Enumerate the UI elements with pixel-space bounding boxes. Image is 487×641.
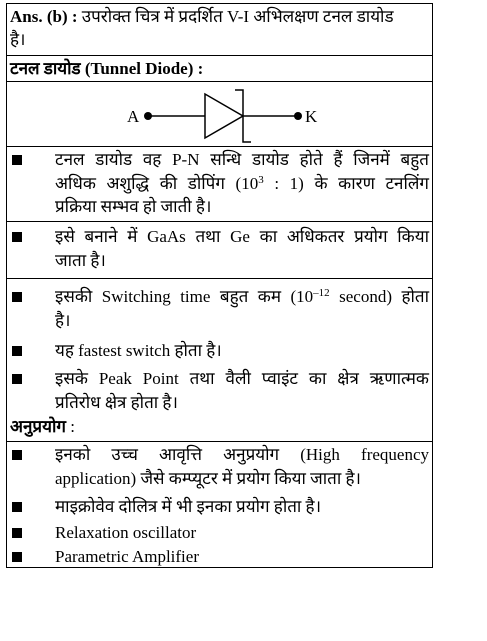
bullet-5-line-2: प्रतिरोध क्षेत्र होता है। <box>55 392 178 412</box>
application-2-line-1: माइक्रोवेव दोलित्र में भी इनका प्रयोग होता है। <box>55 497 322 516</box>
answer-box <box>6 3 433 568</box>
bullet-2-line-2: जाता है। <box>55 250 106 270</box>
diode-triangle <box>205 94 243 138</box>
application-1 <box>55 443 429 490</box>
bullet-marker <box>12 528 22 538</box>
application-3 <box>55 521 429 545</box>
bullet-1-line-1: टनल डायोड वह P-N सन्धि डायोड होते हैं जिनमें बहुत <box>55 150 429 169</box>
bullet-1-line-2: अधिक अशुद्धि की डोपिंग ($10^3$ : 1) के कारण टनलिंग <box>55 173 429 193</box>
answer-text-1: उपरोक्त चित्र में प्रदर्शित V-I अभिलक्षण टनल डायोड <box>81 7 394 26</box>
divider-5 <box>7 278 432 279</box>
application-4-line-1: Parametric Amplifier <box>55 547 199 566</box>
bullet-1-line-3: प्रक्रिया सम्भव हो जाती है। <box>55 197 212 216</box>
answer-label: Ans. (b) : <box>10 7 78 26</box>
answer-line-2: है। <box>10 30 26 49</box>
bullet-marker <box>12 374 22 384</box>
bullet-4 <box>55 339 429 363</box>
bullet-5 <box>55 367 429 414</box>
bullet-marker <box>12 232 22 242</box>
cathode-label: K <box>305 107 318 126</box>
divider-3 <box>7 146 432 147</box>
anode-label: A <box>127 107 140 126</box>
divider-4 <box>7 221 432 222</box>
bullet-marker <box>12 552 22 562</box>
bullet-marker <box>12 502 22 512</box>
application-2 <box>55 495 429 519</box>
answer-line-1 <box>10 6 430 28</box>
bullet-3 <box>55 285 429 332</box>
bullet-2-line-1: इसे बनाने में GaAs तथा Ge का अधिकतर प्रयोग किया <box>55 227 429 246</box>
divider-6 <box>7 441 432 442</box>
bullet-5-line-1: इसके Peak Point तथा वैली प्वाइंट का क्षेत्र ऋणात्मक <box>55 369 429 388</box>
cathode-terminal <box>294 112 302 120</box>
bullet-marker <box>12 346 22 356</box>
application-1-line-1: इनको उच्च आवृत्ति अनुप्रयोग (High frequency <box>55 445 429 464</box>
application-4 <box>55 545 429 569</box>
bullet-3-line-1: इसकी Switching time बहुत कम ($10^{-12}$ second) होता <box>55 287 429 306</box>
application-1-line-2: application) जैसे कम्प्यूटर में प्रयोग किया जाता है। <box>55 468 361 488</box>
application-3-line-1: Relaxation oscillator <box>55 523 197 542</box>
bullet-marker <box>12 292 22 302</box>
bullet-4-line-1: यह fastest switch होता है। <box>55 341 222 360</box>
bullet-3-line-2: है। <box>55 310 71 330</box>
bullet-2 <box>55 225 429 272</box>
applications-heading: अनुप्रयोग : <box>10 417 75 436</box>
bullet-marker <box>12 450 22 460</box>
bullet-marker <box>12 155 22 165</box>
tunnel-diode-heading: टनल डायोड (Tunnel Diode) : <box>10 59 204 78</box>
bullet-1 <box>55 148 429 219</box>
tunnel-diode-symbol <box>117 82 337 152</box>
divider-1 <box>7 55 432 56</box>
